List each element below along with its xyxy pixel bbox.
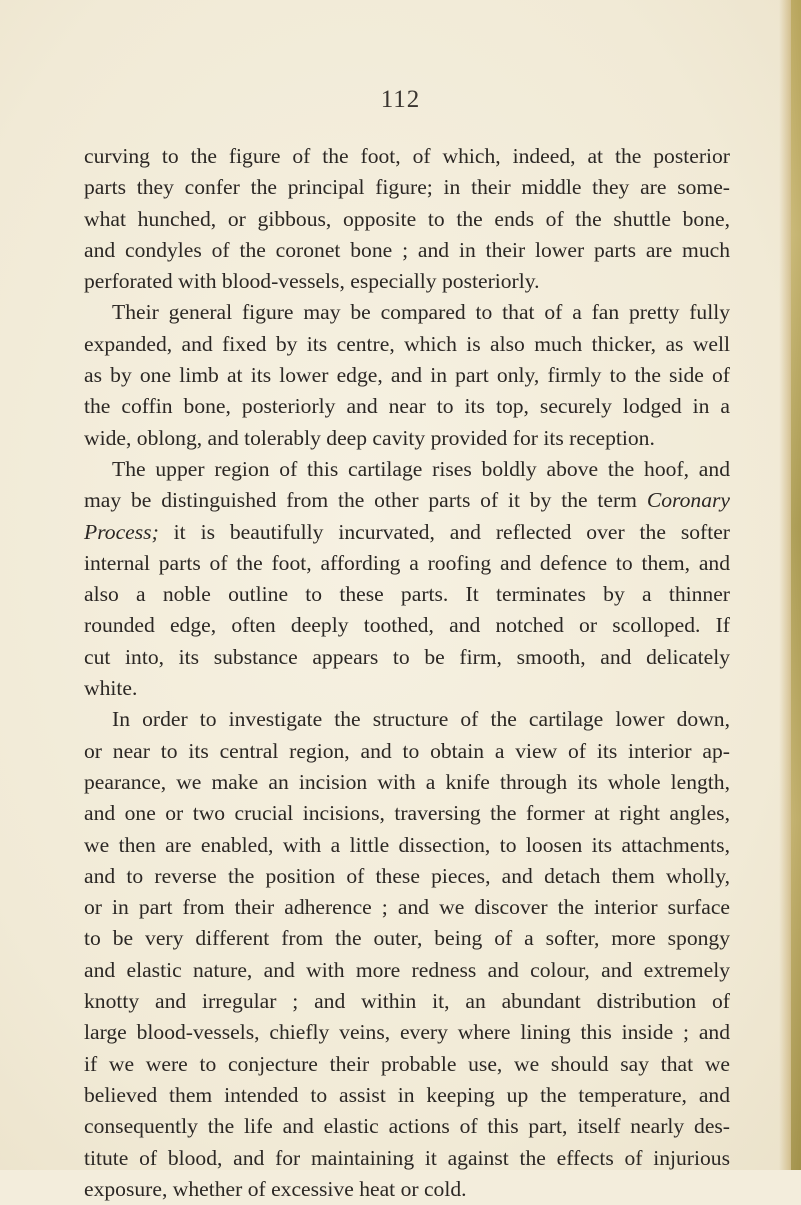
text-line: pearance, we make an incision with a knife through its whole length, bbox=[84, 769, 730, 794]
text-line: if we were to conjecture their probable use, we should say that we bbox=[84, 1051, 730, 1076]
text-line: internal parts of the foot, affording a roofing and defence to them, and bbox=[84, 550, 730, 575]
text-line: expanded, and fixed by its centre, which is also much thicker, as well bbox=[84, 331, 730, 356]
paragraph-start-line: In order to investigate the structure of the cartilage lower down, bbox=[112, 707, 730, 732]
text-line: parts they confer the principal figure; in their middle they are some- bbox=[84, 175, 730, 200]
text-line: consequently the life and elastic actions of this part, itself nearly des- bbox=[84, 1114, 730, 1139]
text-line: curving to the figure of the foot, of which, indeed, at the posterior bbox=[84, 144, 730, 168]
text-line: or in part from their adherence ; and we discover the interior surface bbox=[84, 895, 730, 920]
text-line: rounded edge, often deeply toothed, and notched or scolloped. If bbox=[84, 613, 730, 638]
body-text bbox=[84, 141, 730, 1205]
text-line: to be very different from the outer, being of a softer, more spongy bbox=[84, 926, 730, 951]
paragraph-start-line: The upper region of this cartilage rises boldly above the hoof, and bbox=[112, 456, 730, 481]
text-line: believed them intended to assist in keeping up the temperature, and bbox=[84, 1082, 730, 1107]
page-number: 112 bbox=[380, 86, 421, 113]
paragraph-start-line: Their general figure may be compared to that of a fan pretty fully bbox=[112, 300, 730, 325]
italic-term: Process; bbox=[84, 519, 159, 544]
text-line: as by one limb at its lower edge, and in part only, firmly to the side of bbox=[84, 363, 730, 388]
text-line: or near to its central region, and to obtain a view of its interior ap- bbox=[84, 738, 730, 763]
text-line bbox=[84, 517, 730, 548]
text-line: and condyles of the coronet bone ; and in their lower parts are much bbox=[84, 237, 730, 262]
line-text: it is beautifully incurvated, and reflected over the softer bbox=[158, 519, 730, 544]
text-line: titute of blood, and for maintaining it against the effects of injurious bbox=[84, 1145, 730, 1170]
text-line: wide, oblong, and tolerably deep cavity provided for its reception. bbox=[84, 425, 655, 450]
text-line: cut into, its substance appears to be firm, smooth, and delicately bbox=[84, 644, 730, 669]
text-line: and one or two crucial incisions, traversing the former at right angles, bbox=[84, 801, 730, 826]
text-line: exposure, whether of excessive heat or cold. bbox=[84, 1176, 467, 1201]
text-line bbox=[84, 485, 730, 516]
text-line: white. bbox=[84, 676, 138, 701]
text-line: knotty and irregular ; and within it, an abundant distribution of bbox=[84, 989, 730, 1014]
text-line: we then are enabled, with a little dissection, to loosen its attachments, bbox=[84, 832, 730, 857]
page-edge-stain bbox=[791, 0, 801, 1170]
text-line: large blood-vessels, chiefly veins, every where lining this inside ; and bbox=[84, 1020, 730, 1045]
text-line: the coffin bone, posteriorly and near to its top, securely lodged in a bbox=[84, 394, 730, 419]
text-line: and elastic nature, and with more redness and colour, and extremely bbox=[84, 957, 730, 982]
line-text: may be distinguished from the other parts of it by the term bbox=[84, 488, 647, 513]
text-line: and to reverse the position of these pieces, and detach them wholly, bbox=[84, 863, 730, 888]
text-line: also a noble outline to these parts. It terminates by a thinner bbox=[84, 582, 730, 607]
text-line: perforated with blood-vessels, especially posteriorly. bbox=[84, 269, 540, 294]
italic-term: Coronary bbox=[646, 488, 730, 513]
text-line: what hunched, or gibbous, opposite to the ends of the shuttle bone, bbox=[84, 206, 730, 231]
